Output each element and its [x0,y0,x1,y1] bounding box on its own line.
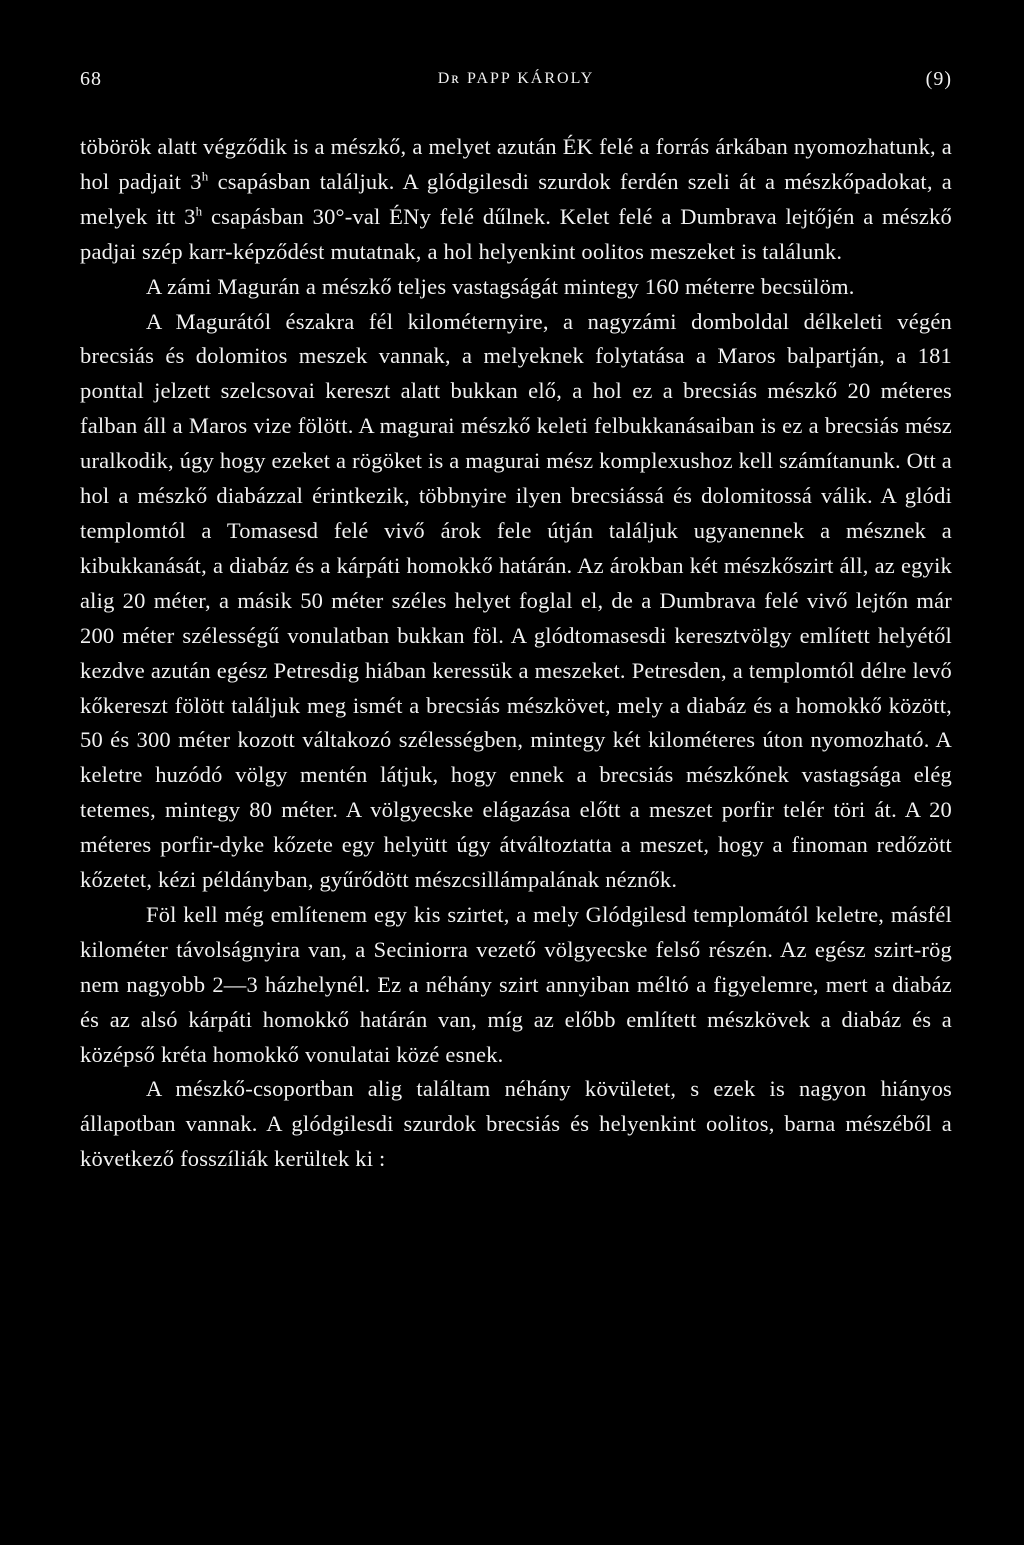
text-run: Föl kell még említenem egy kis szirtet, a mely Glódgilesd templomától keletre, másfél kilométer távolságnyira van, a Seciniorra vezető völgyecske felső részén. Az egész szirt-rög nem nagyobb 2—3 házhelynél. Ez a néhány szirt annyiban méltó a figyelemre, mert a diabáz és az alsó kárpáti homokkő határán van, míg az előbb említett mészkövek a diabáz és a középső kréta homokkő vonulatai közé esnek. [80,901,952,1067]
text-run: A Magurától északra fél kilométernyire, a nagyzámi domboldal délkeleti végén brecsiás és dolomitos meszek vannak, a melyeknek folytatása a Maros balpartján, a 181 ponttal jelzett szelcsovai kereszt alatt bukkan elő, a hol ez a brecsiás mészkő 20 méteres falban áll a Maros vize fölött. A magurai mészkő keleti felbukkanásaiban is ez a brecsiás mész uralkodik, úgy hogy ezeket a rögöket is a magurai mész komplexushoz kell számítanunk. Ott a hol a mészkő diabázzal érintkezik, többnyire ilyen brecsiássá és dolomitossá válik. A glódi templomtól a Tomasesd felé vivő árok fele útján találjuk ugyanennek a mésznek a kibukkanását, a diabáz és a kárpáti homokkő határán. Az árokban két mészkőszirt áll, az egyik alig 20 méter, a másik 50 méter széles helyet foglal el, de a Dumbrava felé vivő lejtőn már 200 méter szélességű vonulatban bukkan föl. A glódtomasesdi keresztvölgy említett helyétől kezdve azután egész Petresdig hiában keressük a meszeket. Petresden, a templomtól délre levő kőkereszt fölött találjuk meg ismét a brecsiás mészkövet, mely a diabáz és a homokkő között, 50 és 300 méter kozott váltakozó szélességben, mintegy két kilométeres úton nyomozható. A keletre huzódó völgy mentén látjuk, hogy ennek a brecsiás mészkőnek vastagsága elég tetemes, mintegy 80 méter. A völgyecske elágazása előtt a meszet porfir telér töri át. A 20 méteres porfir-dyke kőzete egy helyütt úgy átváltoztatta a meszet, hogy a finoman redőzött kőzetet, kézi példányban, gyűrődött mészcsillámpalának néznők. [80,308,952,893]
text-run: A zámi Magurán a mészkő teljes vastagságát mintegy 160 méterre becsülöm. [146,273,855,299]
text-run: töbörök alatt végződik is a mészkő, a melyet azután ÉK felé a forrás árkában nyomozhatunk, a hol padjait 3 [80,134,952,194]
text-run: A mészkő-csoportban alig találtam néhány kövületet, s ezek is nagyon hiányos állapotban vannak. A glódgilesdi szurdok brecsiás és helyenkint oolitos, barna mészéből a következő fosszíliák kerültek ki : [80,1076,952,1172]
text-run: csapásban találjuk. A glódgilesdi szurdok ferdén szeli át a mészkőpadokat, a melyek itt 3 [80,168,952,229]
paragraph [80,270,952,305]
paragraph [80,130,952,270]
document-page [80,60,952,1177]
paragraph [80,898,952,1073]
running-title: Dʀ PAPP KÁROLY [437,70,595,87]
page-header [80,60,952,100]
section-number: (9) [925,68,952,90]
page-number: 68 [80,68,102,90]
superscript: h [195,203,203,219]
superscript: h [201,168,209,184]
body-text [80,130,952,1177]
paragraph [80,1072,952,1177]
text-run: csapásban 30°-val ÉNy felé dűlnek. Kelet felé a Dumbrava lejtőjén a mészkő padjai szép karr-képződést mutatnak, a hol helyenkint oolitos meszeket is találunk. [80,203,952,264]
paragraph [80,305,952,898]
